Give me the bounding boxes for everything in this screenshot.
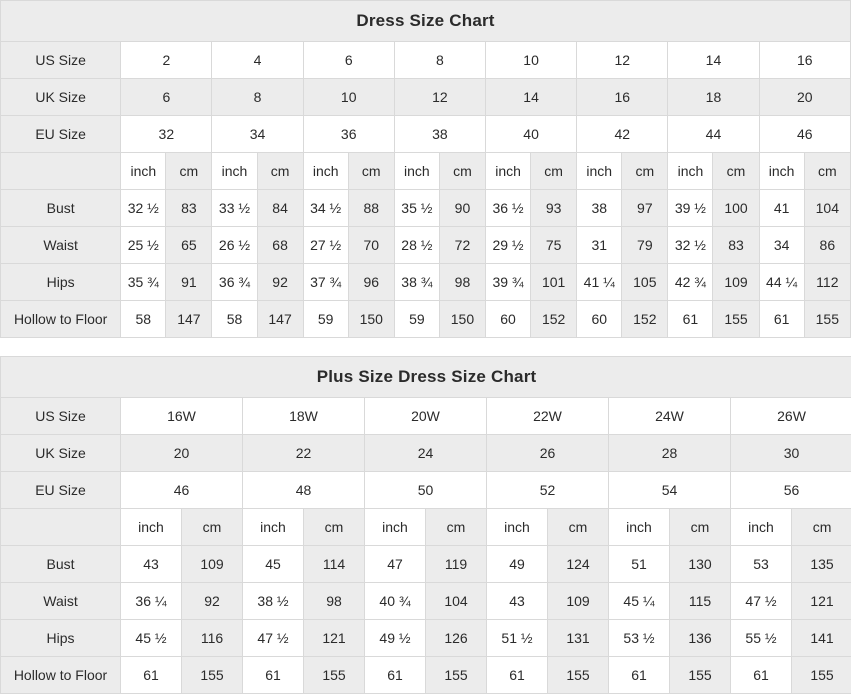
table-cell: 43	[121, 546, 182, 583]
table-cell: 91	[166, 264, 212, 301]
table-cell: 12	[394, 79, 485, 116]
table-cell: 10	[303, 79, 394, 116]
row-label-hips: Hips	[1, 620, 121, 657]
unit-cell: cm	[304, 509, 365, 546]
table-cell: 41 ¼	[577, 264, 622, 301]
unit-cell: inch	[303, 153, 348, 190]
table-cell: 16	[759, 42, 850, 79]
table-cell: 36 ¾	[212, 264, 257, 301]
table-cell: 152	[622, 301, 668, 338]
table-cell: 114	[304, 546, 365, 583]
table-cell: 16W	[121, 398, 243, 435]
unit-cell: inch	[731, 509, 792, 546]
table-cell: 65	[166, 227, 212, 264]
table-cell: 147	[257, 301, 303, 338]
table-cell: 126	[426, 620, 487, 657]
row-label-waist: Waist	[1, 227, 121, 264]
row-label-waist: Waist	[1, 583, 121, 620]
table-cell: 26 ½	[212, 227, 257, 264]
table-cell: 53	[731, 546, 792, 583]
table-cell: 121	[304, 620, 365, 657]
table-cell: 37 ¾	[303, 264, 348, 301]
table-cell: 55 ½	[731, 620, 792, 657]
table-cell: 27 ½	[303, 227, 348, 264]
table-cell: 109	[548, 583, 609, 620]
table-cell: 10	[486, 42, 577, 79]
table-cell: 39 ¾	[486, 264, 531, 301]
table-cell: 135	[792, 546, 851, 583]
table-cell: 79	[622, 227, 668, 264]
table-cell: 26W	[731, 398, 851, 435]
table-row	[1, 620, 851, 657]
table-cell: 31	[577, 227, 622, 264]
table-cell: 18	[668, 79, 759, 116]
table-cell: 104	[426, 583, 487, 620]
table-cell: 40 ¾	[365, 583, 426, 620]
table-cell: 155	[426, 657, 487, 694]
table-cell: 36	[303, 116, 394, 153]
table-cell: 40	[486, 116, 577, 153]
chart-title-row	[1, 1, 851, 42]
row-label-blank	[1, 153, 121, 190]
table-cell: 58	[212, 301, 257, 338]
table-cell: 14	[668, 42, 759, 79]
table-cell: 4	[212, 42, 303, 79]
table-cell: 35 ¾	[121, 264, 166, 301]
row-label-hips: Hips	[1, 264, 121, 301]
table-cell: 45	[243, 546, 304, 583]
table-cell: 53 ½	[609, 620, 670, 657]
table-cell: 83	[713, 227, 759, 264]
table-cell: 38	[394, 116, 485, 153]
unit-cell: cm	[804, 153, 850, 190]
row-label-us-size: US Size	[1, 398, 121, 435]
table-cell: 61	[365, 657, 426, 694]
table-cell: 92	[182, 583, 243, 620]
table-cell: 105	[622, 264, 668, 301]
table-cell: 20W	[365, 398, 487, 435]
unit-cell: cm	[426, 509, 487, 546]
table-cell: 51	[609, 546, 670, 583]
row-label-bust: Bust	[1, 546, 121, 583]
table-row	[1, 657, 851, 694]
table-cell: 61	[609, 657, 670, 694]
unit-cell: cm	[348, 153, 394, 190]
row-label-uk-size: UK Size	[1, 79, 121, 116]
table-cell: 119	[426, 546, 487, 583]
table-cell: 121	[792, 583, 851, 620]
row-label-us-size: US Size	[1, 42, 121, 79]
table-cell: 46	[121, 472, 243, 509]
table-cell: 35 ½	[394, 190, 439, 227]
table-cell: 49 ½	[365, 620, 426, 657]
table-cell: 112	[804, 264, 850, 301]
table-cell: 75	[531, 227, 577, 264]
table-cell: 24W	[609, 398, 731, 435]
table-cell: 48	[243, 472, 365, 509]
table-cell: 16	[577, 79, 668, 116]
row-label-hollow-to-floor: Hollow to Floor	[1, 657, 121, 694]
table-cell: 34	[759, 227, 804, 264]
table-cell: 115	[670, 583, 731, 620]
table-cell: 42	[577, 116, 668, 153]
row-label-blank	[1, 509, 121, 546]
table-cell: 32 ½	[668, 227, 713, 264]
table-cell: 25 ½	[121, 227, 166, 264]
unit-cell: cm	[622, 153, 668, 190]
unit-cell: cm	[548, 509, 609, 546]
table-cell: 141	[792, 620, 851, 657]
table-cell: 155	[792, 657, 851, 694]
table-cell: 61	[487, 657, 548, 694]
table-cell: 97	[622, 190, 668, 227]
table-cell: 155	[804, 301, 850, 338]
row-label-bust: Bust	[1, 190, 121, 227]
page-title-plus: Plus Size Dress Size Chart	[1, 357, 851, 398]
table-cell: 47	[365, 546, 426, 583]
table-cell: 44 ¼	[759, 264, 804, 301]
chart-divider	[0, 338, 851, 356]
unit-header-row	[1, 153, 851, 190]
uk-size-row	[1, 435, 851, 472]
table-cell: 18W	[243, 398, 365, 435]
table-cell: 20	[759, 79, 850, 116]
eu-size-row	[1, 472, 851, 509]
table-cell: 36 ½	[486, 190, 531, 227]
table-cell: 59	[303, 301, 348, 338]
table-cell: 100	[713, 190, 759, 227]
unit-cell: inch	[487, 509, 548, 546]
table-cell: 47 ½	[731, 583, 792, 620]
table-cell: 61	[243, 657, 304, 694]
table-cell: 47 ½	[243, 620, 304, 657]
table-cell: 34	[212, 116, 303, 153]
table-cell: 34 ½	[303, 190, 348, 227]
unit-cell: cm	[792, 509, 851, 546]
table-cell: 38 ½	[243, 583, 304, 620]
table-cell: 32 ½	[121, 190, 166, 227]
table-cell: 45 ½	[121, 620, 182, 657]
table-cell: 22	[243, 435, 365, 472]
us-size-row	[1, 42, 851, 79]
table-cell: 42 ¾	[668, 264, 713, 301]
table-cell: 92	[257, 264, 303, 301]
table-cell: 70	[348, 227, 394, 264]
unit-cell: inch	[668, 153, 713, 190]
table-cell: 116	[182, 620, 243, 657]
us-size-row	[1, 398, 851, 435]
table-cell: 20	[121, 435, 243, 472]
table-cell: 6	[121, 79, 212, 116]
table-cell: 8	[212, 79, 303, 116]
table-row	[1, 546, 851, 583]
table-cell: 104	[804, 190, 850, 227]
unit-cell: inch	[609, 509, 670, 546]
unit-cell: cm	[670, 509, 731, 546]
table-cell: 29 ½	[486, 227, 531, 264]
table-cell: 152	[531, 301, 577, 338]
table-cell: 98	[304, 583, 365, 620]
table-cell: 60	[486, 301, 531, 338]
table-cell: 52	[487, 472, 609, 509]
row-label-eu-size: EU Size	[1, 472, 121, 509]
table-cell: 150	[348, 301, 394, 338]
eu-size-row	[1, 116, 851, 153]
table-cell: 72	[439, 227, 485, 264]
table-cell: 88	[348, 190, 394, 227]
table-cell: 131	[548, 620, 609, 657]
row-label-hollow-to-floor: Hollow to Floor	[1, 301, 121, 338]
table-cell: 109	[182, 546, 243, 583]
table-cell: 43	[487, 583, 548, 620]
table-cell: 32	[121, 116, 212, 153]
unit-cell: cm	[166, 153, 212, 190]
chart-title-row	[1, 357, 851, 398]
unit-cell: inch	[394, 153, 439, 190]
table-cell: 109	[713, 264, 759, 301]
table-cell: 90	[439, 190, 485, 227]
table-cell: 45 ¼	[609, 583, 670, 620]
table-cell: 59	[394, 301, 439, 338]
unit-cell: cm	[257, 153, 303, 190]
table-cell: 147	[166, 301, 212, 338]
table-cell: 33 ½	[212, 190, 257, 227]
table-cell: 58	[121, 301, 166, 338]
table-cell: 155	[670, 657, 731, 694]
table-row	[1, 264, 851, 301]
unit-cell: cm	[713, 153, 759, 190]
table-cell: 155	[548, 657, 609, 694]
table-cell: 38	[577, 190, 622, 227]
table-cell: 93	[531, 190, 577, 227]
row-label-uk-size: UK Size	[1, 435, 121, 472]
table-cell: 2	[121, 42, 212, 79]
table-cell: 24	[365, 435, 487, 472]
table-cell: 38 ¾	[394, 264, 439, 301]
table-cell: 30	[731, 435, 851, 472]
table-cell: 130	[670, 546, 731, 583]
table-cell: 86	[804, 227, 850, 264]
table-cell: 61	[121, 657, 182, 694]
table-cell: 8	[394, 42, 485, 79]
table-cell: 84	[257, 190, 303, 227]
table-cell: 155	[182, 657, 243, 694]
table-row	[1, 301, 851, 338]
table-cell: 101	[531, 264, 577, 301]
unit-cell: inch	[486, 153, 531, 190]
table-cell: 39 ½	[668, 190, 713, 227]
unit-cell: inch	[212, 153, 257, 190]
table-cell: 60	[577, 301, 622, 338]
table-cell: 124	[548, 546, 609, 583]
unit-cell: cm	[531, 153, 577, 190]
table-cell: 136	[670, 620, 731, 657]
table-cell: 61	[668, 301, 713, 338]
table-cell: 6	[303, 42, 394, 79]
table-cell: 96	[348, 264, 394, 301]
table-cell: 28	[609, 435, 731, 472]
table-row	[1, 190, 851, 227]
unit-cell: cm	[182, 509, 243, 546]
table-cell: 14	[486, 79, 577, 116]
table-cell: 54	[609, 472, 731, 509]
table-cell: 41	[759, 190, 804, 227]
unit-cell: inch	[577, 153, 622, 190]
unit-cell: inch	[121, 153, 166, 190]
dress-size-chart-table	[0, 0, 851, 338]
uk-size-row	[1, 79, 851, 116]
table-cell: 51 ½	[487, 620, 548, 657]
table-cell: 28 ½	[394, 227, 439, 264]
table-cell: 12	[577, 42, 668, 79]
table-cell: 50	[365, 472, 487, 509]
table-cell: 83	[166, 190, 212, 227]
table-cell: 68	[257, 227, 303, 264]
table-cell: 98	[439, 264, 485, 301]
table-cell: 155	[304, 657, 365, 694]
unit-cell: inch	[759, 153, 804, 190]
table-cell: 46	[759, 116, 850, 153]
table-row	[1, 583, 851, 620]
table-cell: 22W	[487, 398, 609, 435]
unit-header-row	[1, 509, 851, 546]
table-cell: 44	[668, 116, 759, 153]
unit-cell: inch	[121, 509, 182, 546]
unit-cell: inch	[365, 509, 426, 546]
table-cell: 61	[731, 657, 792, 694]
table-row	[1, 227, 851, 264]
plus-size-dress-size-chart-table	[0, 356, 851, 694]
unit-cell: cm	[439, 153, 485, 190]
row-label-eu-size: EU Size	[1, 116, 121, 153]
table-cell: 61	[759, 301, 804, 338]
unit-cell: inch	[243, 509, 304, 546]
table-cell: 36 ¼	[121, 583, 182, 620]
page-title: Dress Size Chart	[1, 1, 851, 42]
table-cell: 26	[487, 435, 609, 472]
table-cell: 155	[713, 301, 759, 338]
table-cell: 49	[487, 546, 548, 583]
table-cell: 150	[439, 301, 485, 338]
table-cell: 56	[731, 472, 851, 509]
